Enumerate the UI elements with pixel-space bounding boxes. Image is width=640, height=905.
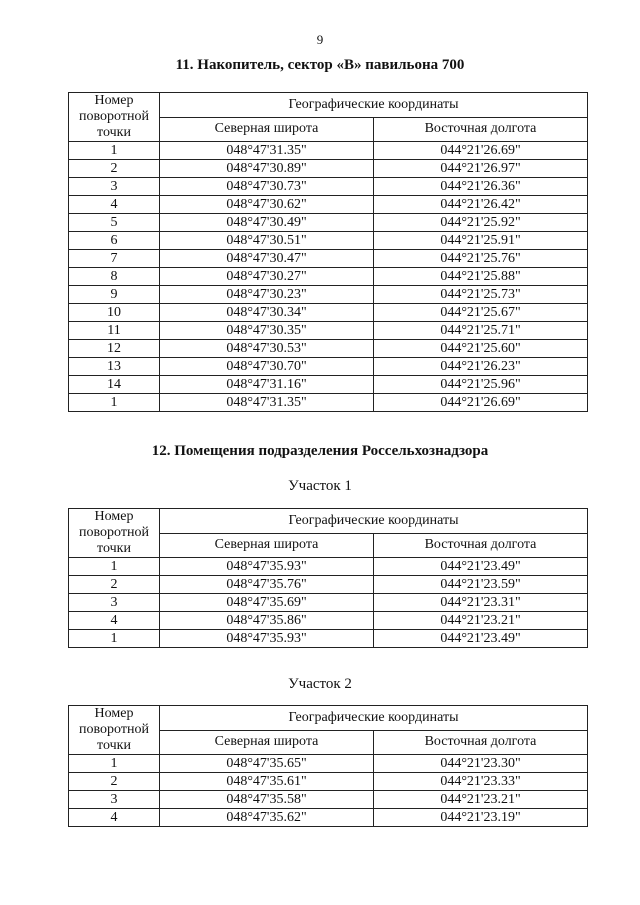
table-row — [69, 214, 588, 232]
cell-longitude: 044°21'23.59" — [374, 576, 588, 594]
cell-point-number: 5 — [69, 214, 160, 232]
cell-longitude: 044°21'25.96" — [374, 376, 588, 394]
coordinates-table — [68, 92, 588, 412]
cell-latitude: 048°47'30.62" — [160, 196, 374, 214]
table-row — [69, 232, 588, 250]
cell-point-number: 3 — [69, 594, 160, 612]
cell-point-number: 6 — [69, 232, 160, 250]
table-row — [69, 612, 588, 630]
table-row — [69, 809, 588, 827]
table-row — [69, 304, 588, 322]
cell-longitude: 044°21'25.88" — [374, 268, 588, 286]
cell-point-number: 2 — [69, 773, 160, 791]
header-point-number — [69, 706, 160, 755]
table-row — [69, 594, 588, 612]
cell-longitude: 044°21'23.31" — [374, 594, 588, 612]
header-point-number-line: поворотной — [79, 109, 149, 125]
cell-longitude: 044°21'25.91" — [374, 232, 588, 250]
table-row — [69, 558, 588, 576]
cell-point-number: 10 — [69, 304, 160, 322]
cell-point-number: 3 — [69, 791, 160, 809]
header-north-latitude: Северная широта — [160, 533, 374, 558]
table-row — [69, 576, 588, 594]
cell-latitude: 048°47'30.53" — [160, 340, 374, 358]
cell-longitude: 044°21'25.73" — [374, 286, 588, 304]
cell-latitude: 048°47'35.58" — [160, 791, 374, 809]
cell-longitude: 044°21'23.33" — [374, 773, 588, 791]
cell-longitude: 044°21'26.42" — [374, 196, 588, 214]
cell-longitude: 044°21'23.19" — [374, 809, 588, 827]
cell-longitude: 044°21'25.71" — [374, 322, 588, 340]
table-row — [69, 178, 588, 196]
cell-latitude: 048°47'35.76" — [160, 576, 374, 594]
cell-latitude: 048°47'31.35" — [160, 394, 374, 412]
table-header-row — [69, 509, 588, 534]
header-east-longitude: Восточная долгота — [374, 533, 588, 558]
cell-point-number: 1 — [69, 394, 160, 412]
table-row — [69, 340, 588, 358]
header-east-longitude: Восточная долгота — [374, 730, 588, 755]
cell-latitude: 048°47'30.89" — [160, 160, 374, 178]
cell-point-number: 2 — [69, 160, 160, 178]
cell-point-number: 13 — [69, 358, 160, 376]
cell-latitude: 048°47'30.23" — [160, 286, 374, 304]
header-north-latitude: Северная широта — [160, 730, 374, 755]
cell-latitude: 048°47'31.35" — [160, 142, 374, 160]
table-row — [69, 358, 588, 376]
table-row — [69, 394, 588, 412]
header-north-latitude: Северная широта — [160, 117, 374, 142]
table-row — [69, 268, 588, 286]
header-point-number-line: Номер — [94, 93, 134, 108]
cell-longitude: 044°21'25.92" — [374, 214, 588, 232]
table-row — [69, 630, 588, 648]
section-title: 12. Помещения подразделения Россельхознадзора — [151, 443, 489, 459]
header-point-number-line: Номер — [94, 509, 134, 524]
cell-latitude: 048°47'30.47" — [160, 250, 374, 268]
table-row — [69, 755, 588, 773]
cell-longitude: 044°21'26.23" — [374, 358, 588, 376]
cell-longitude: 044°21'26.36" — [374, 178, 588, 196]
cell-latitude: 048°47'35.62" — [160, 809, 374, 827]
cell-point-number: 8 — [69, 268, 160, 286]
cell-latitude: 048°47'30.35" — [160, 322, 374, 340]
table-row — [69, 791, 588, 809]
cell-point-number: 1 — [69, 142, 160, 160]
cell-longitude: 044°21'26.69" — [374, 394, 588, 412]
header-geo-coordinates: Географические координаты — [160, 509, 588, 534]
cell-point-number: 1 — [69, 558, 160, 576]
cell-latitude: 048°47'30.70" — [160, 358, 374, 376]
table-header-row — [69, 706, 588, 731]
table-row — [69, 322, 588, 340]
table-row — [69, 250, 588, 268]
subsection-title: Участок 2 — [288, 676, 352, 692]
cell-point-number: 1 — [69, 630, 160, 648]
header-east-longitude: Восточная долгота — [374, 117, 588, 142]
table-row — [69, 376, 588, 394]
subsection-title: Участок 1 — [288, 478, 352, 494]
cell-longitude: 044°21'26.69" — [374, 142, 588, 160]
cell-point-number: 11 — [69, 322, 160, 340]
cell-latitude: 048°47'35.93" — [160, 630, 374, 648]
cell-longitude: 044°21'25.76" — [374, 250, 588, 268]
cell-point-number: 4 — [69, 809, 160, 827]
table-header-row — [69, 93, 588, 118]
cell-point-number: 1 — [69, 755, 160, 773]
cell-point-number: 2 — [69, 576, 160, 594]
table-row — [69, 773, 588, 791]
table-row — [69, 142, 588, 160]
cell-point-number: 12 — [69, 340, 160, 358]
cell-point-number: 14 — [69, 376, 160, 394]
table-row — [69, 286, 588, 304]
cell-longitude: 044°21'25.60" — [374, 340, 588, 358]
cell-latitude: 048°47'35.65" — [160, 755, 374, 773]
section-title: 11. Накопитель, сектор «В» павильона 700 — [175, 57, 465, 73]
cell-latitude: 048°47'30.49" — [160, 214, 374, 232]
cell-point-number: 9 — [69, 286, 160, 304]
cell-longitude: 044°21'23.49" — [374, 630, 588, 648]
cell-latitude: 048°47'35.86" — [160, 612, 374, 630]
cell-latitude: 048°47'30.34" — [160, 304, 374, 322]
header-geo-coordinates: Географические координаты — [160, 93, 588, 118]
header-point-number-line: поворотной — [79, 525, 149, 541]
header-point-number-line: Номер — [94, 706, 134, 721]
cell-latitude: 048°47'30.73" — [160, 178, 374, 196]
cell-longitude: 044°21'26.97" — [374, 160, 588, 178]
table-row — [69, 160, 588, 178]
header-geo-coordinates: Географические координаты — [160, 706, 588, 731]
header-point-number-line: точки — [97, 738, 131, 754]
header-point-number-line: точки — [97, 541, 131, 557]
cell-longitude: 044°21'23.30" — [374, 755, 588, 773]
coordinates-table — [68, 705, 588, 827]
cell-point-number: 4 — [69, 612, 160, 630]
cell-longitude: 044°21'23.21" — [374, 791, 588, 809]
cell-point-number: 4 — [69, 196, 160, 214]
cell-longitude: 044°21'23.21" — [374, 612, 588, 630]
table-row — [69, 196, 588, 214]
cell-latitude: 048°47'35.93" — [160, 558, 374, 576]
cell-longitude: 044°21'23.49" — [374, 558, 588, 576]
cell-latitude: 048°47'30.51" — [160, 232, 374, 250]
header-point-number-line: точки — [97, 125, 131, 141]
cell-point-number: 3 — [69, 178, 160, 196]
header-point-number — [69, 509, 160, 558]
cell-latitude: 048°47'35.61" — [160, 773, 374, 791]
header-point-number-line: поворотной — [79, 722, 149, 738]
cell-latitude: 048°47'35.69" — [160, 594, 374, 612]
coordinates-table — [68, 508, 588, 648]
cell-longitude: 044°21'25.67" — [374, 304, 588, 322]
page-number: 9 — [316, 32, 324, 47]
cell-point-number: 7 — [69, 250, 160, 268]
header-point-number — [69, 93, 160, 142]
cell-latitude: 048°47'31.16" — [160, 376, 374, 394]
cell-latitude: 048°47'30.27" — [160, 268, 374, 286]
